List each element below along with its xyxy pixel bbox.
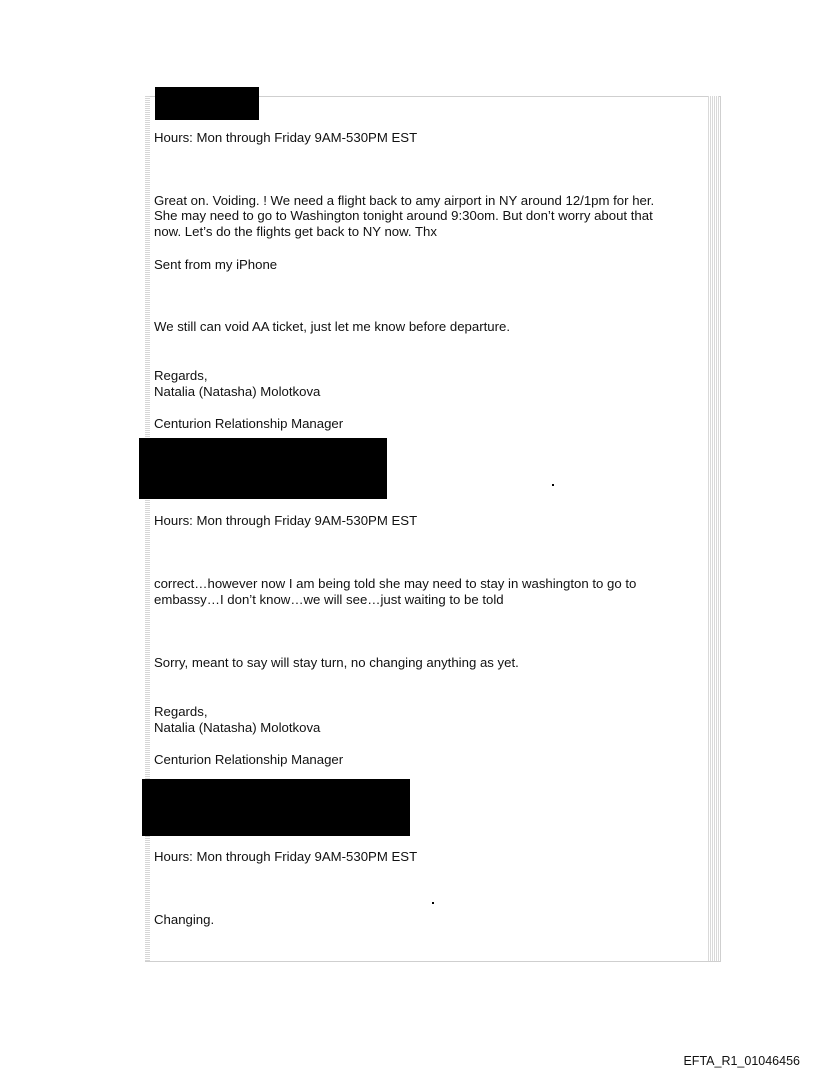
message-signoff: Sent from my iPhone [154, 257, 278, 272]
redaction-box [139, 438, 387, 499]
message-body-line: She may need to go to Washington tonight around 9:30om. But don’t worry about that [154, 208, 653, 223]
redaction-box [142, 779, 410, 836]
office-hours-text: Hours: Mon through Friday 9AM-530PM EST [154, 130, 418, 145]
redaction-box [155, 87, 259, 120]
document-id: EFTA_R1_01046456 [683, 1054, 800, 1068]
stray-dot [432, 902, 434, 904]
office-hours-text: Hours: Mon through Friday 9AM-530PM EST [154, 513, 418, 528]
reply-text: We still can void AA ticket, just let me know before departure. [154, 319, 510, 334]
sender-name: Natalia (Natasha) Molotkova [154, 384, 321, 399]
message-body-line: now. Let’s do the flights get back to NY now. Thx [154, 224, 437, 239]
message-body-line: embassy…I don’t know…we will see…just waiting to be told [154, 592, 504, 607]
frame-right-border [708, 96, 719, 961]
stray-dot [552, 484, 554, 486]
reply-text: Changing. [154, 912, 215, 927]
regards-text: Regards, [154, 368, 208, 383]
message-body-line: Great on. Voiding. ! We need a flight back to amy airport in NY around 12/1pm for her. [154, 193, 655, 208]
reply-text: Sorry, meant to say will stay turn, no changing anything as yet. [154, 655, 519, 670]
sender-name: Natalia (Natasha) Molotkova [154, 720, 321, 735]
office-hours-text: Hours: Mon through Friday 9AM-530PM EST [154, 849, 418, 864]
message-body-line: correct…however now I am being told she may need to stay in washington to go to [154, 576, 637, 591]
regards-text: Regards, [154, 704, 208, 719]
sender-title: Centurion Relationship Manager [154, 416, 344, 431]
sender-title: Centurion Relationship Manager [154, 752, 344, 767]
